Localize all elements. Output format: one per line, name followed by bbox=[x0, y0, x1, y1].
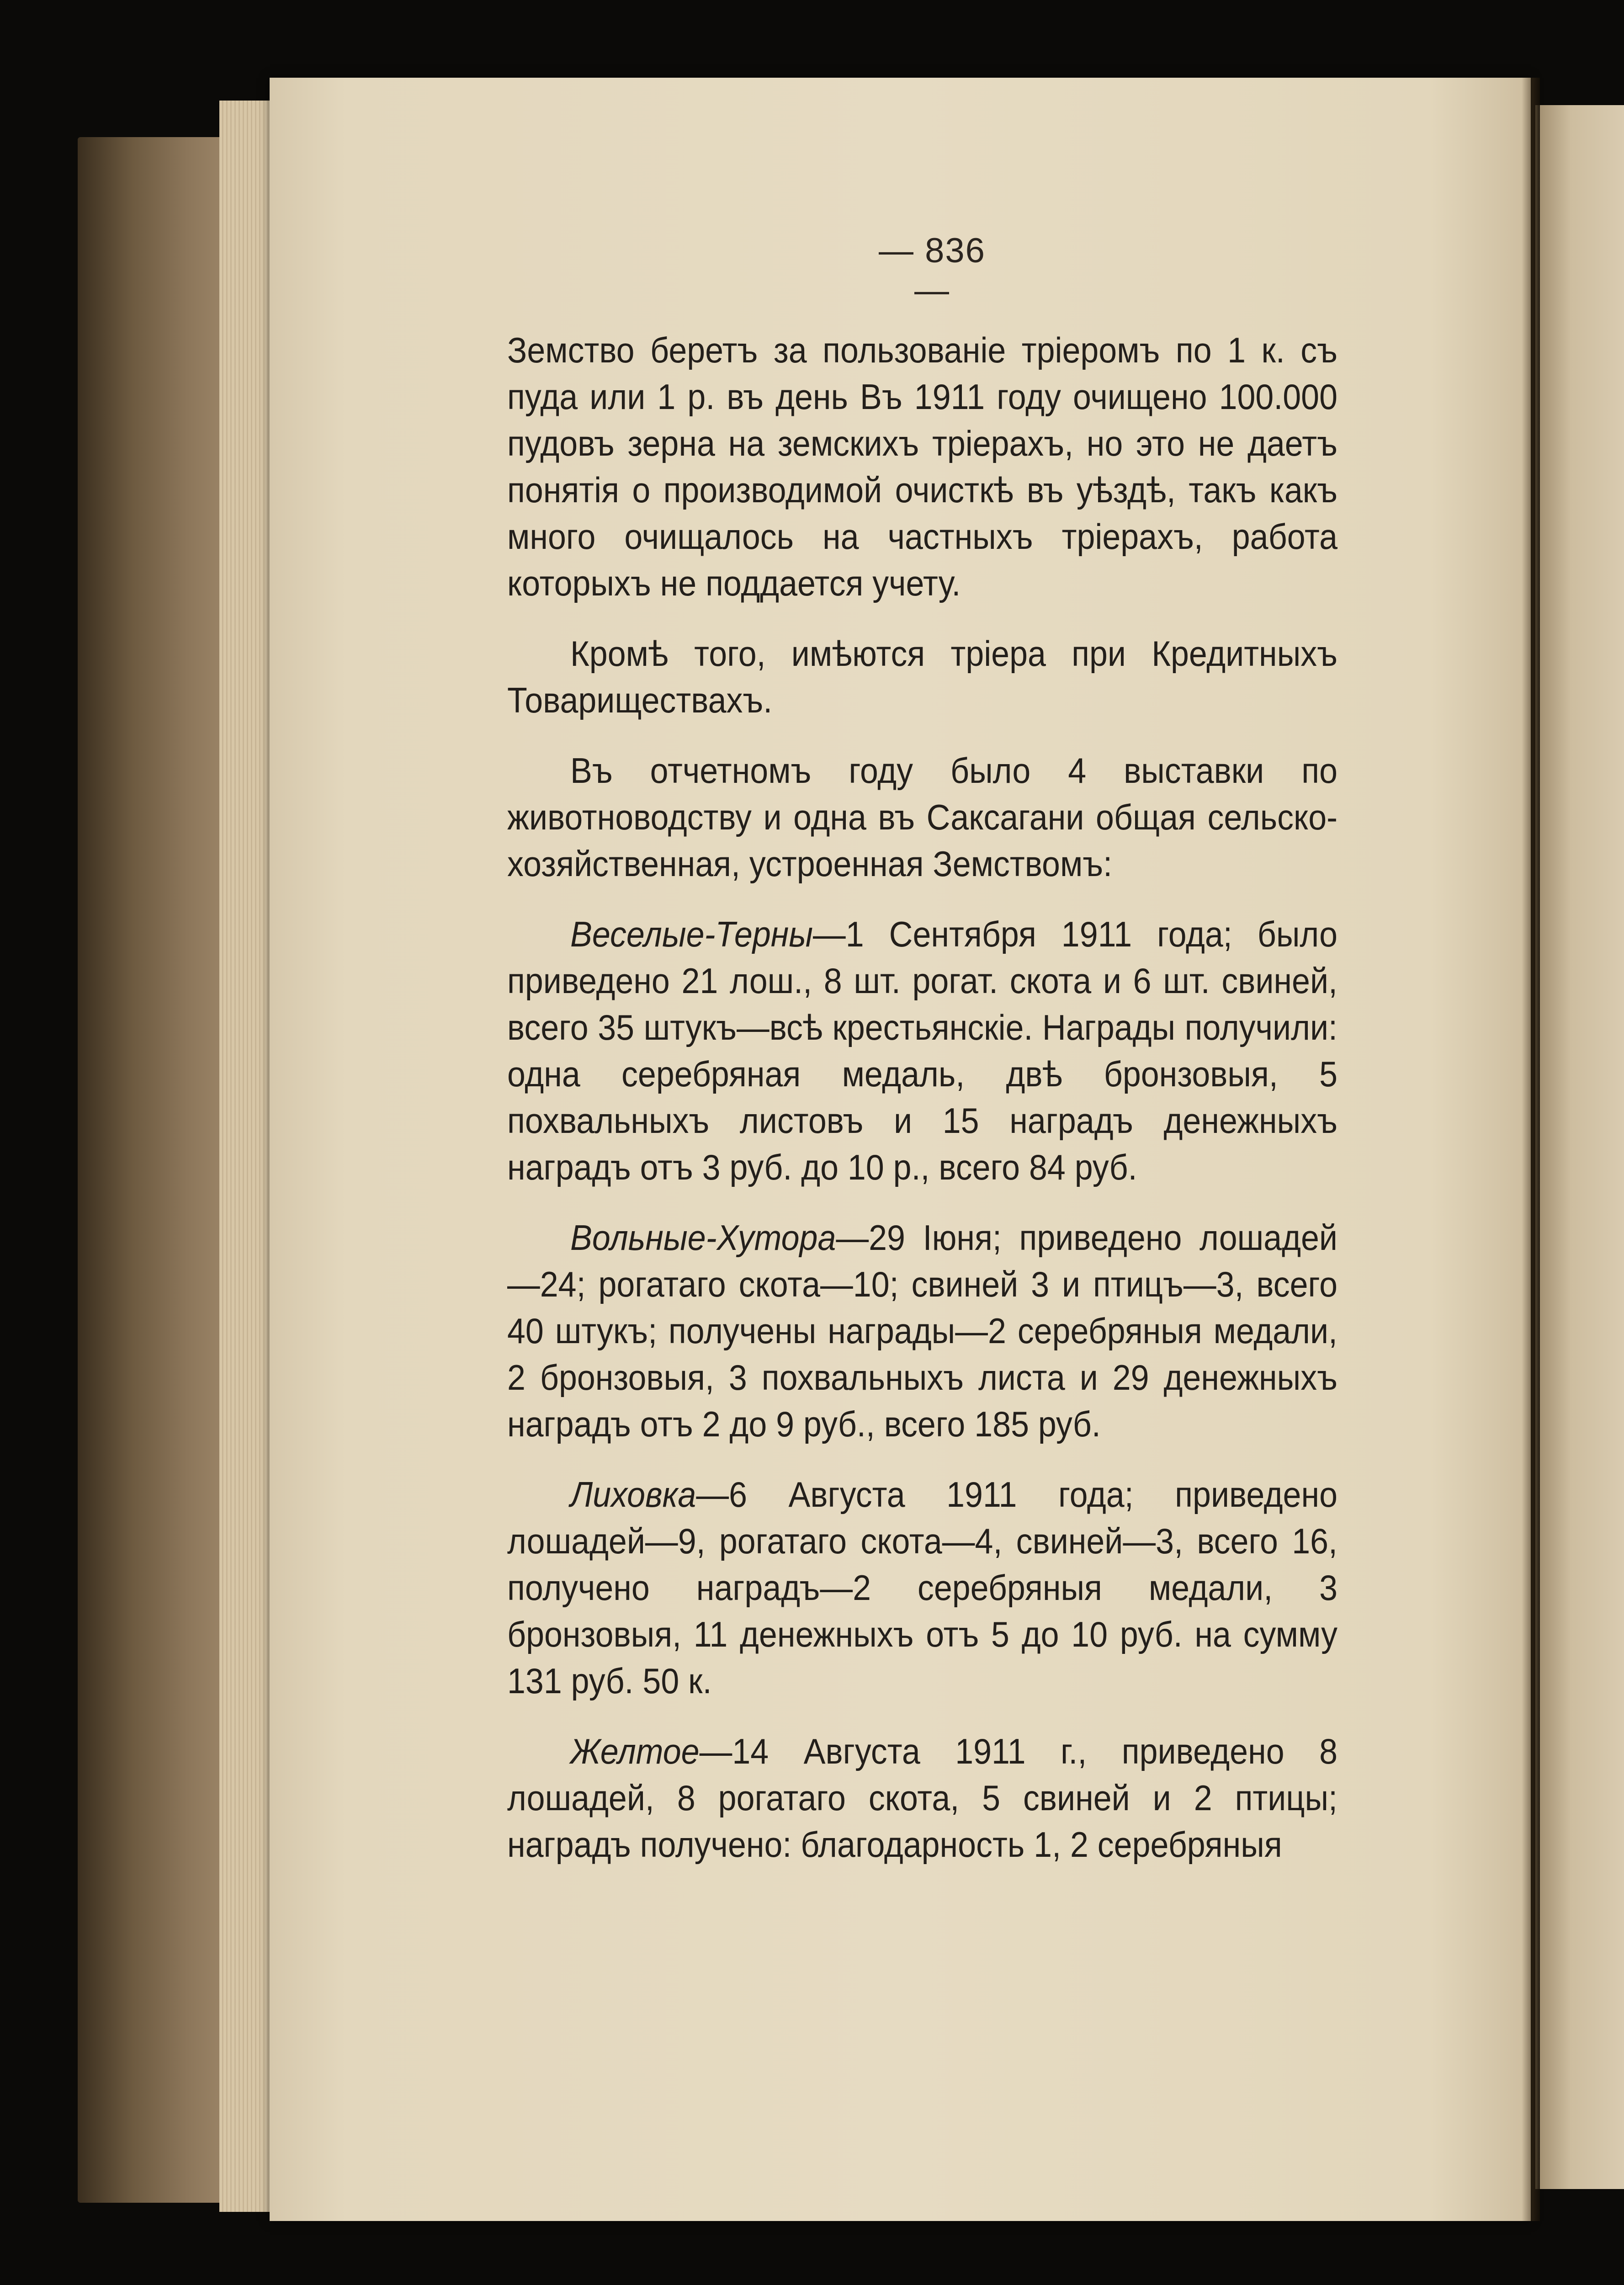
paragraph-text: —14 Августа 1911 г., приведено 8 лошадей, 8 рогатаго скота, 5 свиней и 2 птицы; наградъ получено: благодарность 1, 2 серебряныя bbox=[507, 1731, 1337, 1865]
place-name: Лиховка bbox=[570, 1474, 696, 1514]
paragraph bbox=[507, 1471, 1337, 1704]
facing-page-edge bbox=[1535, 105, 1624, 2189]
book-gutter bbox=[1522, 78, 1540, 2221]
place-name: Желтое bbox=[570, 1731, 700, 1771]
paragraph bbox=[507, 747, 1337, 887]
paragraph bbox=[507, 911, 1337, 1190]
paragraph-text: Въ отчетномъ году было 4 выставки по животноводству и одна въ Саксагани общая сельско-хозяйственная, устроенная Земствомъ: bbox=[507, 750, 1337, 884]
place-name: Веселые-Терны bbox=[570, 914, 813, 954]
paragraph-text: Кромѣ того, имѣются тріера при Кредитныхъ Товариществахъ. bbox=[507, 633, 1337, 720]
paragraph bbox=[507, 1728, 1337, 1868]
paragraph-text: —1 Сентября 1911 года; было приведено 21 лош., 8 шт. рогат. скота и 6 шт. свиней, всего 35 штукъ—всѣ крестьянскіе. Награды получили: одна серебряная медаль, двѣ бронзовыя, 5 похвальныхъ листовъ и 15 наградъ денежныхъ наградъ отъ 3 руб. до 10 р., всего 84 руб. bbox=[507, 914, 1337, 1187]
paragraph-text: Земство беретъ за пользованіе тріеромъ по 1 к. съ пуда или 1 р. въ день Въ 1911 году очищено 100.000 пудовъ зерна на земскихъ тріерахъ, но это не даетъ понятія о производимой очисткѣ въ уѣздѣ, такъ какъ много очищалось на частныхъ тріерахъ, работа которыхъ не поддается учету. bbox=[507, 330, 1337, 603]
paragraph bbox=[507, 327, 1337, 606]
page-number: — 836 — bbox=[879, 231, 986, 310]
paragraph-text: —6 Августа 1911 года; приведено лошадей—9, рогатаго скота—4, свиней—3, всего 16, получено наградъ—2 серебряныя медали, 3 бронзовыя, 11 денежныхъ отъ 5 до 10 руб. на сумму 131 руб. 50 к. bbox=[507, 1474, 1337, 1701]
paragraph-text: —29 Іюня; приведено лошадей—24; рогатаго скота—10; свиней 3 и птицъ—3, всего 40 штукъ; получены награды—2 серебряныя медали, 2 бронзовыя, 3 похвальныхъ листа и 29 денежныхъ наградъ отъ 2 до 9 руб., всего 185 руб. bbox=[507, 1217, 1337, 1444]
place-name: Вольные-Хутора bbox=[570, 1217, 836, 1258]
paragraph bbox=[507, 630, 1337, 723]
paragraph bbox=[507, 1214, 1337, 1447]
page-text bbox=[507, 327, 1337, 1892]
